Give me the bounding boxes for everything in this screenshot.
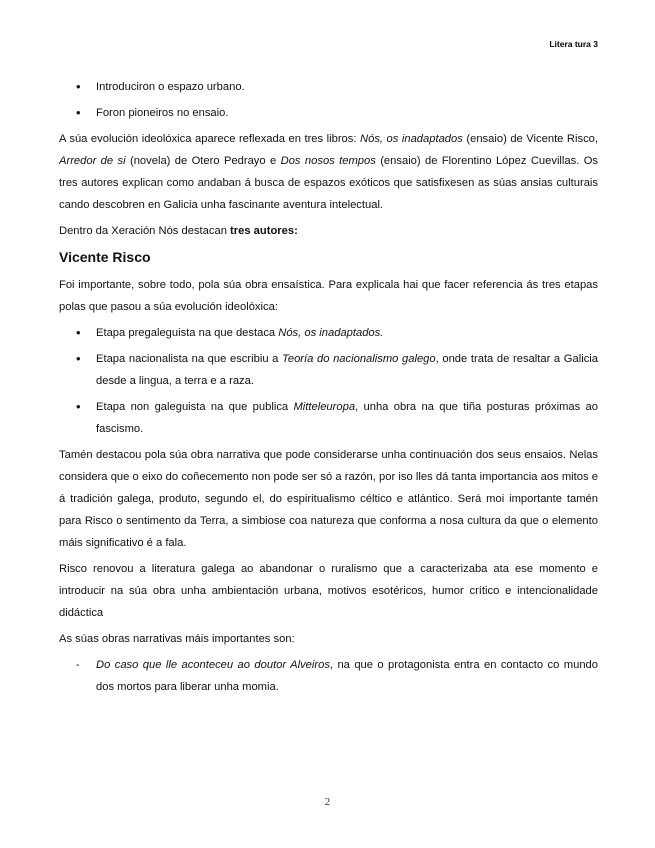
paragraph-works-intro: As súas obras narrativas máis importantes son:: [59, 633, 295, 645]
text-run: Dentro da Xeración Nós destacan: [59, 225, 231, 237]
list-item: [59, 348, 598, 392]
stages-bullet-list: [59, 322, 598, 440]
list-item: [59, 654, 598, 698]
book-title: Nós, os inadaptados: [360, 133, 463, 145]
bold-text: tres autores:: [230, 225, 298, 237]
paragraph-authors: [59, 220, 598, 242]
list-item: • Foron pioneiros no ensaio.: [59, 102, 598, 124]
paragraph-renewal: Risco renovou a literatura galega ao abandonar o ruralismo que a caracterizaba ata ese momento e introducir na súa obra unha ambientación urbana, motivos esotéricos, humor crítico e intencionalidade didáctica: [59, 563, 598, 619]
paragraph-evolution: [59, 128, 598, 216]
page-header: Litera tura 3: [549, 39, 598, 49]
paragraph-narrative: Tamén destacou pola súa obra narrativa que pode considerarse unha continuación dos seus ensaios. Nelas considera que o eixo do coñecemento non pode ser só a razón, por iso lles dá tanta importancia aos mitos e á tradición galega, produto, segundo el, do espiritualismo céltico e atlántico. Será moi importante tamén para Risco o sentimento da Terra, a simbiose coa natureza que conforma a nosa cultura da que o elemento máis significativo é a fala.: [59, 449, 598, 549]
text-run: Etapa pregaleguista na que destaca: [96, 327, 279, 339]
text-run: Etapa non galeguista na que publica: [96, 401, 294, 413]
page-content: [59, 76, 598, 702]
paragraph-essay: Foi importante, sobre todo, pola súa obra ensaística. Para explicala hai que facer referencia ás tres etapas polas que pasou a súa evolución ideolóxica:: [59, 279, 598, 313]
text-run: , onde trata de resaltar a Galicia desde a lingua, a terra e a raza.: [96, 353, 598, 387]
text-run: , na que o protagonista entra en contacto co mundo dos mortos para liberar unha momia.: [96, 659, 598, 693]
text-run: A súa evolución ideolóxica aparece reflexada en tres libros:: [59, 133, 361, 145]
section-heading: Vicente Risco: [59, 249, 151, 265]
book-title: Nós, os inadaptados.: [278, 327, 384, 339]
list-item: [59, 396, 598, 440]
works-dash-list: [59, 654, 598, 698]
text-run: (novela) de Otero Pedrayo e: [125, 155, 281, 167]
intro-bullet-list: [59, 76, 598, 124]
book-title: Mitteleuropa: [293, 401, 356, 413]
text-run: , unha obra na que tiña posturas próximas ao fascismo.: [96, 401, 599, 435]
book-title: Arredor de si: [59, 155, 126, 167]
text-run: (ensaio) de Florentino López Cuevillas. Os tres autores explican como andaban á busca de espazos exóticos que satisfixesen as súas ansias culturais cando descobren en Galicia unha fascinante aventura intelectual.: [59, 155, 598, 211]
text-run: (ensaio) de Vicente Risco,: [462, 133, 599, 145]
page-number: 2: [324, 796, 331, 808]
book-title: Dos nosos tempos: [280, 155, 376, 167]
book-title: Do caso que lle aconteceu ao doutor Alveiros: [96, 659, 330, 671]
book-title: Teoría do nacionalismo galego: [282, 353, 436, 365]
list-item: • Introduciron o espazo urbano.: [59, 76, 598, 98]
text-run: Etapa nacionalista na que escribiu a: [96, 353, 283, 365]
list-item: [59, 322, 598, 344]
